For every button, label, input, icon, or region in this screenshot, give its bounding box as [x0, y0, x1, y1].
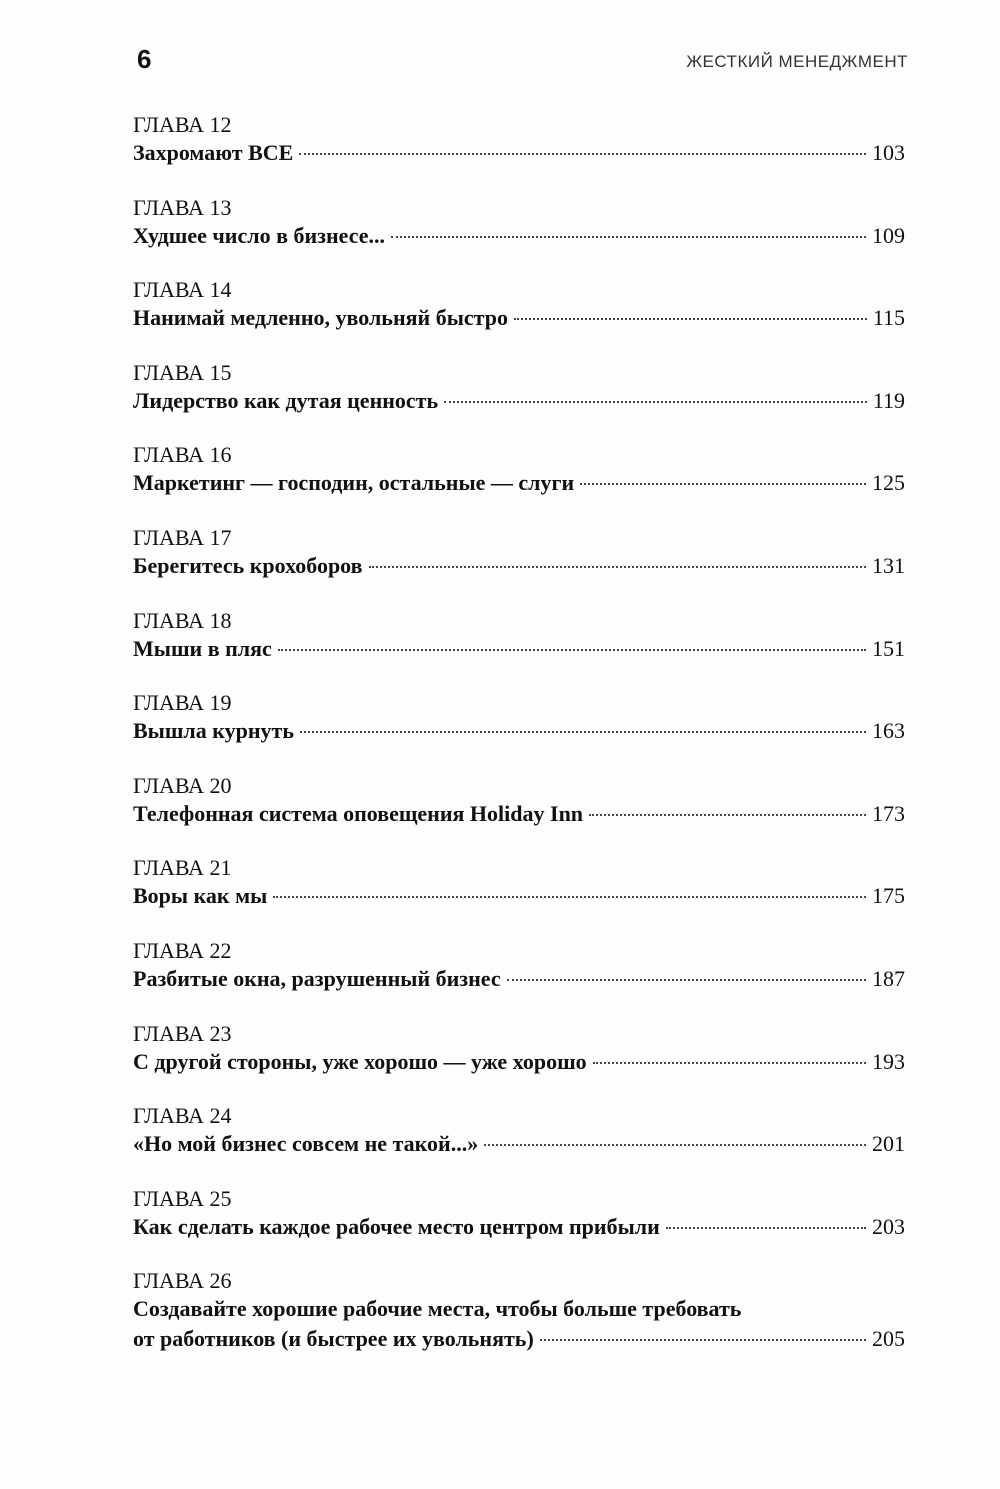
chapter-title: С другой стороны, уже хорошо — уже хорошо — [133, 1048, 587, 1074]
dot-leader — [507, 979, 866, 981]
dot-leader — [299, 153, 866, 155]
chapter-title: Телефонная система оповещения Holiday Inn — [133, 800, 584, 826]
dot-leader — [278, 649, 866, 651]
toc-entry — [133, 855, 905, 938]
chapter-title: Вышла курнуть — [133, 718, 294, 744]
chapter-title: Лидерство как дутая ценность — [133, 387, 439, 413]
dot-leader — [580, 483, 866, 485]
page-ref: 187 — [872, 965, 905, 991]
chapter-label: ГЛАВА 20 — [133, 772, 232, 798]
page-ref: 175 — [872, 883, 905, 909]
dot-leader — [391, 236, 866, 238]
page-ref: 115 — [872, 305, 905, 331]
toc-entry — [133, 525, 905, 608]
chapter-title: Маркетинг — господин, остальные — слуги — [133, 470, 575, 496]
toc-entry — [133, 1268, 905, 1351]
chapter-label: ГЛАВА 12 — [133, 112, 232, 137]
page-ref: 125 — [872, 470, 905, 496]
chapter-label: ГЛАВА 13 — [133, 194, 232, 220]
dot-leader — [369, 566, 866, 568]
chapter-title-line-2: от работников (и быстрее их увольнять) — [133, 1326, 534, 1352]
dot-leader — [589, 814, 866, 816]
chapter-label: ГЛАВА 14 — [133, 277, 232, 303]
chapter-title: Мыши в пляс — [133, 635, 272, 661]
toc-entry — [133, 608, 905, 691]
chapter-label: ГЛАВА 24 — [133, 1103, 232, 1129]
chapter-title: Разбитые окна, разрушенный бизнес — [133, 965, 501, 991]
chapter-title: Как сделать каждое рабочее место центром прибыли — [133, 1213, 660, 1239]
table-of-contents — [133, 112, 905, 1351]
chapter-label: ГЛАВА 19 — [133, 690, 232, 716]
dot-leader — [514, 318, 867, 320]
chapter-title: «Но мой бизнес совсем не такой...» — [133, 1131, 479, 1157]
toc-entry — [133, 773, 905, 856]
chapter-label: ГЛАВА 22 — [133, 937, 232, 963]
toc-entry — [133, 1021, 905, 1104]
page-ref: 119 — [872, 387, 905, 413]
toc-entry — [133, 1186, 905, 1269]
toc-entry — [133, 690, 905, 773]
page-ref: 151 — [872, 635, 905, 661]
page-ref: 163 — [872, 718, 905, 744]
chapter-title: Худшее число в бизнесе... — [133, 222, 385, 248]
chapter-label: ГЛАВА 23 — [133, 1020, 232, 1046]
chapter-label: ГЛАВА 26 — [133, 1268, 232, 1294]
chapter-label: ГЛАВА 21 — [133, 855, 232, 881]
running-head: ЖЕСТКИЙ МЕНЕДЖМЕНТ — [686, 52, 908, 71]
toc-entry — [133, 1103, 905, 1186]
chapter-title: Захромают ВСЕ — [133, 140, 294, 165]
chapter-label: ГЛАВА 17 — [133, 524, 232, 550]
toc-entry — [133, 938, 905, 1021]
chapter-label: ГЛАВА 15 — [133, 359, 232, 385]
dot-leader — [666, 1227, 866, 1229]
page-ref: 193 — [872, 1048, 905, 1074]
toc-entry — [133, 277, 905, 360]
toc-entry — [133, 442, 905, 525]
chapter-title-line-1: Создавайте хорошие рабочие места, чтобы больше требовать — [133, 1296, 742, 1322]
page-ref: 205 — [872, 1326, 905, 1352]
page-ref: 173 — [872, 800, 905, 826]
page-ref: 203 — [872, 1213, 905, 1239]
chapter-title: Нанимай медленно, увольняй быстро — [133, 305, 508, 331]
chapter-label: ГЛАВА 25 — [133, 1185, 232, 1211]
page-ref: 131 — [872, 552, 905, 578]
dot-leader — [444, 401, 867, 403]
dot-leader — [540, 1339, 866, 1341]
dot-leader — [273, 896, 866, 898]
toc-entry — [133, 112, 905, 195]
toc-entry — [133, 360, 905, 443]
dot-leader — [593, 1062, 866, 1064]
chapter-label: ГЛАВА 18 — [133, 607, 232, 633]
page-ref: 201 — [872, 1131, 905, 1157]
dot-leader — [300, 731, 866, 733]
chapter-label: ГЛАВА 16 — [133, 442, 232, 468]
page-ref: 109 — [872, 222, 905, 248]
chapter-title: Берегитесь крохоборов — [133, 552, 363, 578]
page-number: 6 — [137, 44, 152, 74]
page-ref: 103 — [872, 140, 905, 165]
dot-leader — [484, 1144, 866, 1146]
chapter-title: Воры как мы — [133, 883, 268, 909]
toc-entry — [133, 195, 905, 278]
